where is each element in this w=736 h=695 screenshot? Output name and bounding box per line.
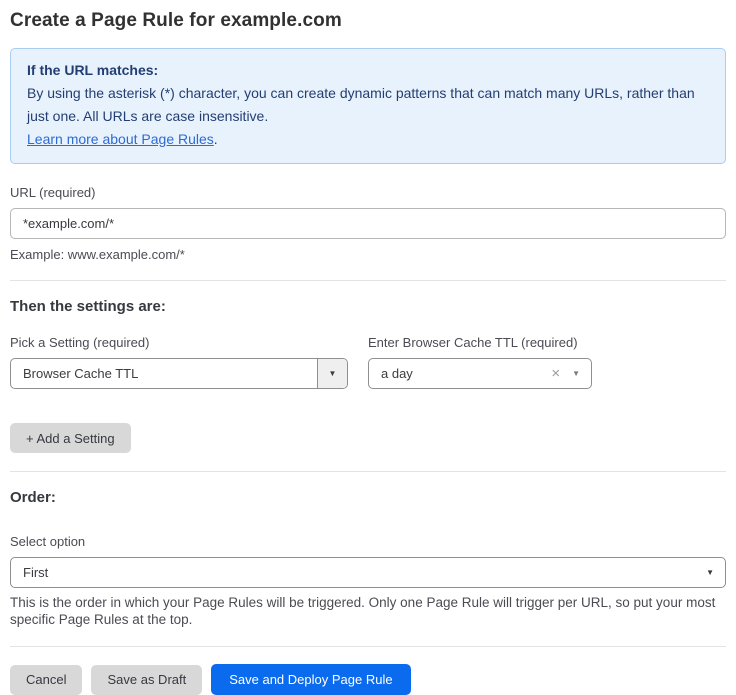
save-draft-button[interactable]: Save as Draft [91,665,202,695]
clear-icon[interactable]: × [551,365,561,382]
info-box-link-line [27,128,709,151]
cancel-button[interactable]: Cancel [10,665,82,695]
pick-setting-label: Pick a Setting (required) [10,335,150,350]
chevron-down-icon: ▼ [572,368,580,378]
page-title: Create a Page Rule for example.com [10,10,342,31]
ttl-label: Enter Browser Cache TTL (required) [368,335,578,350]
order-description: This is the order in which your Page Rules will be triggered. Only one Page Rule will trigger per URL, so put your most specific Page Rules at the top. [10,595,716,627]
footer-actions [10,664,726,695]
section-divider [10,471,726,472]
settings-row [10,335,726,389]
pick-setting-value: Browser Cache TTL [23,366,139,381]
url-label: URL (required) [10,185,96,200]
url-matches-info-box [10,48,726,164]
dropdown-arrow-button[interactable] [317,359,347,388]
info-box-heading: If the URL matches: [27,62,159,78]
add-setting-button[interactable]: + Add a Setting [10,423,131,453]
order-section-heading: Order: [10,489,56,506]
pick-setting-column [10,335,348,389]
order-select-value: First [23,565,49,580]
order-select[interactable] [10,557,726,588]
ttl-select-icons [551,366,591,381]
section-divider [10,646,726,647]
link-period: . [213,131,218,147]
ttl-select[interactable] [368,358,592,389]
url-example-hint: Example: www.example.com/* [10,247,185,262]
chevron-down-icon: ▼ [328,368,337,378]
pick-setting-select[interactable] [10,358,348,389]
learn-more-link[interactable]: Learn more about Page Rules [27,131,214,147]
save-deploy-button[interactable]: Save and Deploy Page Rule [211,664,410,695]
ttl-value: a day [381,366,413,381]
ttl-column [368,335,592,389]
info-box-body: By using the asterisk (*) character, you can create dynamic patterns that can match many URLs, rather than just one. All URLs are case insensitive. [27,85,695,124]
select-option-label: Select option [10,534,86,549]
url-input[interactable] [10,208,726,239]
chevron-down-icon: ▼ [706,567,714,577]
settings-section-heading: Then the settings are: [10,298,166,315]
section-divider [10,280,726,281]
